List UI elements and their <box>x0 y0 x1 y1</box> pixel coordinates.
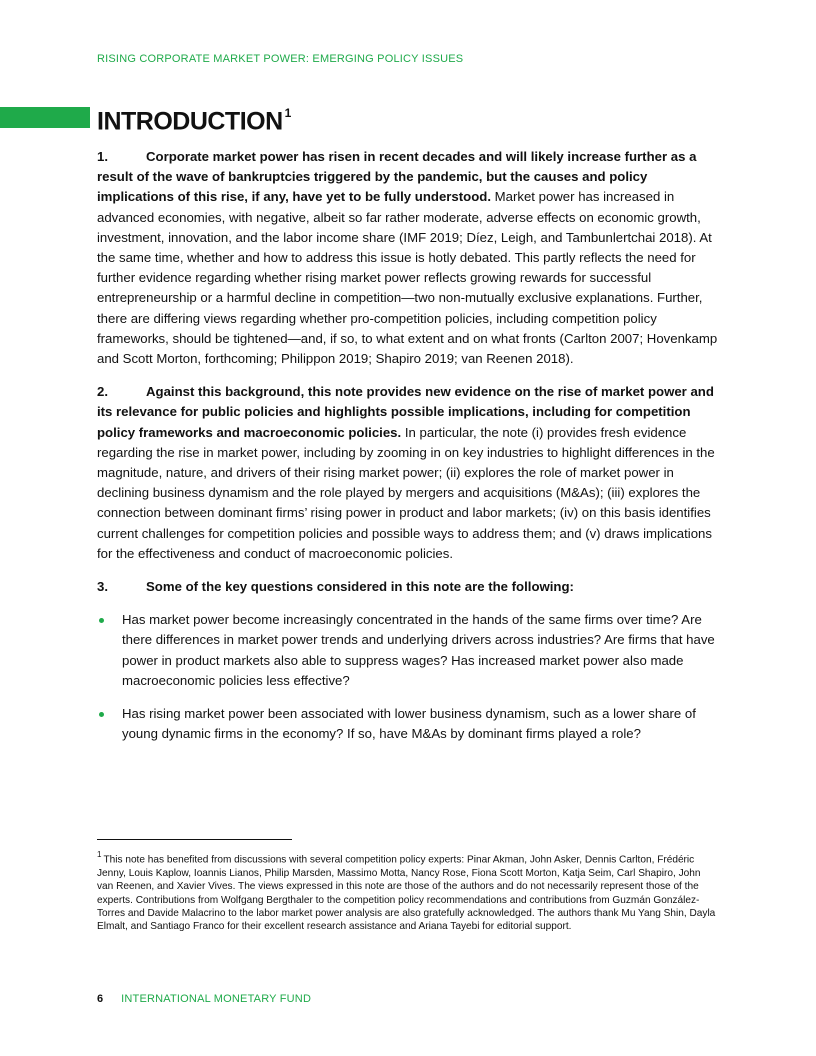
paragraph-number: 1. <box>97 149 108 164</box>
footnote-reference[interactable]: 1 <box>284 106 291 120</box>
list-item <box>97 610 719 691</box>
paragraph-number: 3. <box>97 579 108 595</box>
bullet-icon <box>99 712 104 717</box>
footer-organization: INTERNATIONAL MONETARY FUND <box>121 993 312 1005</box>
bullet-icon <box>99 618 104 623</box>
paragraph-lead: Corporate market power has risen in recent decades and will likely increase further as a result of the wave of bankruptcies triggered by the pandemic, but the causes and policy implications of this rise, if any, have yet to be fully understood. <box>97 149 697 205</box>
paragraph-lead: Against this background, this note provides new evidence on the rise of market power and its relevance for public policies and highlights possible implications, including for competition policy frameworks and macroeconomic policies. <box>97 384 714 440</box>
footnote-text: This note has benefited from discussions with several competition policy experts: Pinar Akman, John Asker, Dennis Carlton, Frédéric Jenny, Louis Kaplow, Ioannis Lianos, Philip Marsden, Massimo Motta, Nancy Rose, Fiona Scott Morton, Katja Seim, Carl Shapiro, John van Reenen, and Xavier Vives. The views expressed in this note are those of the authors and do not necessarily represent those of the experts. Contributions from Wolfgang Bergthaler to the competition policy recommendations and contributions from Guzmán González-Torres and Davide Malacrino to the labor market power analysis are also gratefully acknowledged. The authors thank Mu Yang Shin, Dayla Elmalt, and Santiago Franco for their excellent research assistance and Ariana Tayebi for editorial support. <box>97 854 716 933</box>
paragraph-body: Market power has increased in advanced economies, with negative, albeit so far rather moderate, adverse effects on economic growth, investment, innovation, and the labor income share (IMF 2019; Díez, Leigh, and Tambunlertchai 2018). At the same time, whether and how to address this issue is hotly debated. This partly reflects the need for further evidence regarding whether rising market power reflects growing rewards for successful entrepreneurship or a harmful decline in competition—two non-mutually exclusive explanations. Further, there are differing views regarding whether pro-competition policies, including competition policy frameworks, should be tightened—and, if so, to what extent and on what fronts (Carlton 2007; Hovenkamp and Scott Morton, forthcoming; Philippon 2019; Shapiro 2019; van Reenen 2018). <box>97 189 718 367</box>
body-text <box>97 147 719 757</box>
section-title-text: INTRODUCTION <box>97 107 283 136</box>
list-item <box>97 704 719 744</box>
footnote-divider <box>97 839 292 840</box>
footnote-marker: 1 <box>97 850 102 859</box>
paragraph-number: 2. <box>97 384 108 400</box>
running-header: RISING CORPORATE MARKET POWER: EMERGING POLICY ISSUES <box>97 53 464 65</box>
page-number: 6 <box>97 993 104 1005</box>
paragraph-2 <box>97 382 719 564</box>
paragraph-body: In particular, the note (i) provides fresh evidence regarding the rise in market power, including by zooming in on key industries to highlight differences in the magnitude, nature, and drivers of their rising market power; (ii) explores the role of market power in declining business dynamism and the role played by mergers and acquisitions (M&As); (iii) explores the connection between dominant firms’ rising power in product and labor markets; (iv) on this basis identifies current challenges for competition policies and possible ways to address them; and (v) draws implications for the effectiveness and conduct of macroeconomic policies. <box>97 424 715 561</box>
section-title <box>97 100 291 137</box>
page-footer <box>97 993 311 1005</box>
question-list <box>97 610 719 744</box>
paragraph-lead: Some of the key questions considered in this note are the following: <box>146 579 574 595</box>
section-accent-bar <box>0 107 90 128</box>
paragraph-3 <box>97 577 719 597</box>
list-item-text: Has rising market power been associated with lower business dynamism, such as a lower share of young dynamic firms in the economy? If so, have M&As by dominant firms played a role? <box>122 706 696 742</box>
paragraph-1 <box>97 147 719 369</box>
footnote <box>97 849 717 934</box>
list-item-text: Has market power become increasingly concentrated in the hands of the same firms over time? Are there differences in market power trends and underlying drivers across industries? Are firms that have power in product markets also able to suppress wages? Has increased market power also made macroeconomic policies less effective? <box>122 612 715 688</box>
